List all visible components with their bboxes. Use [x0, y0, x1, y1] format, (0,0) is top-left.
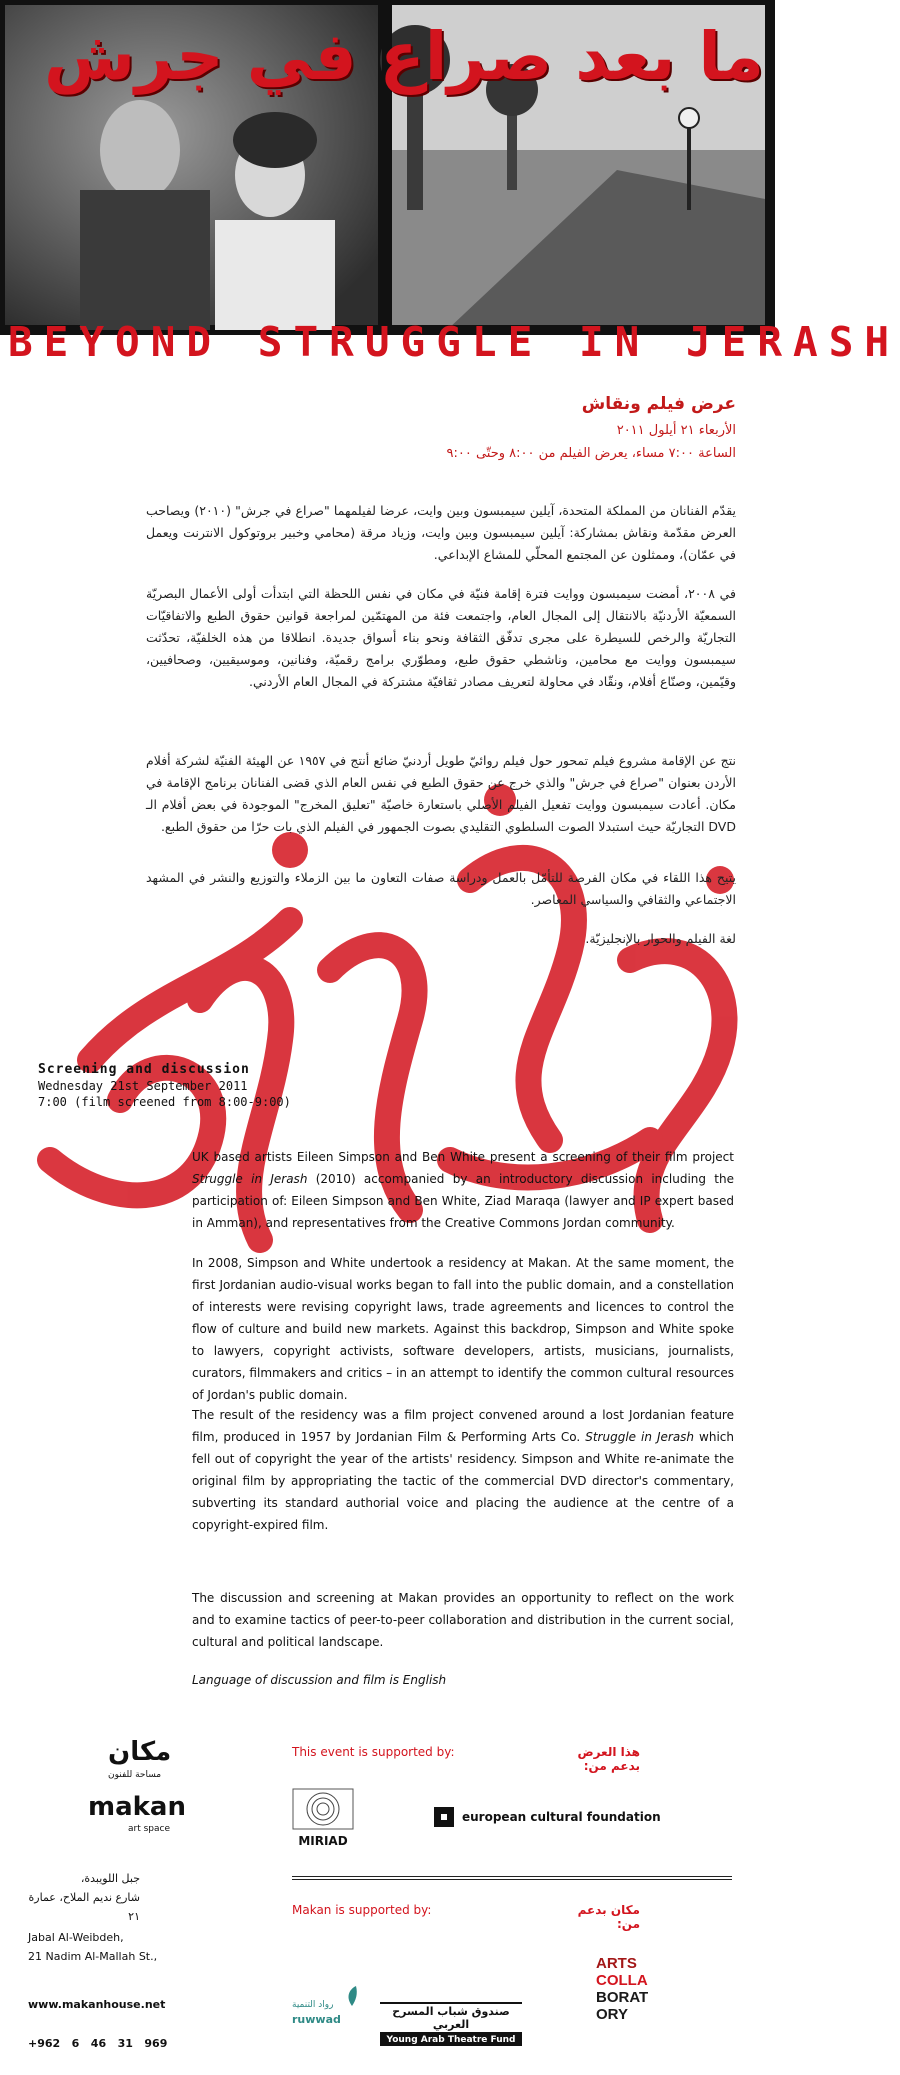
arabic-paragraph-3: نتج عن الإقامة مشروع فيلم تمحور حول فيلم روائيّ طويل أردنيّ ضائع أنتج في ١٩٥٧ عن الهيئة الفنيّة لشركة أفلام الأردن بعنوان "صراع في جرش" والذي خرج عن حقوق الطبع في نفس العام الذي قضى الفنانان برنامج الإقامة في مكان. أعادت سيمبسون ووايت تفعيل الفيلم الأصلي باستعارة خاصيّة "تعليق المخرج" الموجودة في بعض أفلام الـ DVD التجاريّة حيث استبدلا الصوت السلطوي التقليدي بصوت الجمهور في الفيلم الذي بات حرّا من حقوق الطبع.	[146, 753, 736, 834]
arabic-paragraph-2: في ٢٠٠٨، أمضت سيمبسون ووايت فترة إقامة فنيّة في مكان في نفس اللحظة التي ابتدأت أولى الأعمال البصريّة السمعيّة الأردنيّة بالانتقال إلى المجال العام، واجتمعت فئة من المهتمّين لمراجعة قوانين حقوق الطبع والاتفاقيّات التجاريّة والرخص للسيطرة على مجرى تدفّق الثقافة ونحو بناء أسواق جديدة. انطلاقا من هذه الخلفيّة، تحدّثت سيمبسون ووايت مع محامين، وناشطي حقوق طبع، ومطوّري برامج رقميّة، وفنانين، وموسيقيين، وصحافيين، وقيّمين، وصنّاع أفلام، ونقّاد في محاولة لتعريف مصادر ثقافيّة مشتركة في المجال العام الأردني.	[146, 586, 736, 689]
arts-collab-line-4: ORY	[596, 2006, 628, 2023]
arts-collab-line-2: COLLA	[596, 1972, 648, 1989]
ecf-logo	[434, 1807, 661, 1827]
english-paragraph-4: The discussion and screening at Makan provides an opportunity to reflect on the work and to examine tactics of peer-to-peer collaboration and distribution in the current social, cultural and political landscape.	[192, 1591, 734, 1649]
ecf-label: european cultural foundation	[462, 1810, 661, 1824]
makan-logo-english-sub: art space	[128, 1824, 171, 1834]
english-event-title: Screening and discussion	[38, 1062, 250, 1077]
divider-bottom	[292, 1879, 732, 1880]
address-english-line-2: 21 Nadim Al-Mallah St.,	[28, 1950, 158, 1963]
makan-supported-label-en: Makan is supported by:	[292, 1903, 432, 1917]
yatf-label-en: Young Arab Theatre Fund	[380, 2034, 522, 2046]
english-title: BEYOND STRUGGLE IN JERASH	[8, 318, 900, 366]
yatf-logo	[380, 2002, 522, 2046]
makan-phone: +962 6 46 31 969	[28, 2037, 168, 2050]
english-p1-film-title: Struggle in Jerash	[192, 1172, 308, 1186]
english-paragraph-3	[192, 1404, 734, 1536]
address-arabic-line-2: شارع نديم الملاح، عمارة ٢١	[28, 1891, 140, 1923]
english-p1-text-b: (2010) accompanied by an introductory discussion including the participation of: Eileen Simpson and Ben White, Ziad Maraqa (lawyer and IP expert based in Amman), and representatives from the Creative Commons Jordan community.	[192, 1172, 734, 1230]
event-supported-label-en: This event is supported by:	[292, 1745, 455, 1759]
address-arabic	[28, 1869, 140, 1926]
ruwwad-logo	[292, 1986, 364, 2034]
arabic-event-title: عرض فيلم ونقاش	[581, 394, 736, 414]
arabic-event-date: الأربعاء ٢١ أيلول ٢٠١١	[616, 423, 736, 438]
address-english	[28, 1928, 157, 1966]
makan-logo-arabic-sub: مساحة للفنون	[108, 1770, 162, 1780]
arabic-paragraph-4: يتيح هذا اللقاء في مكان الفرصة للتأمّل بالعمل ودراسة صفات التعاون ما بين الزملاء والتوزيع والنشر في المشهد الاجتماعي والثقافي والسياسي المعاصر.	[146, 870, 736, 907]
english-language-note-text: Language of discussion and film is English	[192, 1673, 447, 1687]
address-english-line-1: Jabal Al-Weibdeh,	[28, 1931, 124, 1944]
english-event-heading	[38, 1062, 291, 1110]
english-event-date: Wednesday 21st September 2011	[38, 1079, 248, 1093]
english-paragraph-1	[192, 1146, 734, 1234]
ecf-square-icon	[434, 1807, 454, 1827]
makan-website[interactable]: www.makanhouse.net	[28, 1998, 166, 2011]
address-arabic-line-1: جبل اللويبدة،	[80, 1872, 140, 1885]
english-paragraph-2: In 2008, Simpson and White undertook a residency at Makan. At the same moment, the first Jordanian audio-visual works began to fall into the public domain, and a constellation of interests were revising copyright laws, trade agreements and licences to control the flow of culture and build new markets. Against this backdrop, Simpson and White spoke to lawyers, copyright activists, software developers, artists, musicians, journalists, curators, filmmakers and critics – in an attempt to identify the common cultural resources of Jordan's public domain.	[192, 1256, 734, 1402]
ruwwad-leaf-icon	[342, 1986, 362, 2006]
english-p3-film-title: Struggle in Jerash	[585, 1430, 695, 1444]
english-p3-text-a: The result of the residency was a film project convened around a lost Jordanian feature film, produced in 1957 by Jordanian Film & Performing Arts Co.	[192, 1408, 734, 1444]
event-supported-label-ar: هذا العرض بدعم من:	[577, 1745, 640, 1773]
header-banner	[0, 0, 770, 330]
divider-top	[292, 1876, 732, 1877]
english-event-time: 7:00 (film screened from 8:00-9:00)	[38, 1095, 291, 1109]
arts-collab-line-1: ARTS	[596, 1955, 637, 1972]
arabic-paragraph-5: لغة الفيلم والحوار بالإنجليزيّة.	[585, 931, 736, 946]
arabic-paragraph-1: يقدّم الفنانان من المملكة المتحدة، آيلين سيمبسون وبين وايت، عرضا لفيلمهما "صراع في جرش" (٢٠١٠) ويصاحب العرض مقدّمة ونقاش بمشاركة: آيلين سيمبسون وبين وايت، وزياد مرقة (محامي وخبير بروتوكول الانترنت ويعمل في عمّان)، وممثلون عن المجتمع المحلّي للمشاع الإبداعي.	[146, 503, 737, 562]
arts-collaboratory-logo	[596, 1955, 649, 2023]
yatf-label-ar: صندوق شباب المسرح العربي	[380, 2002, 522, 2034]
makan-logo-english: makan	[88, 1792, 186, 1822]
english-p3-text-b: which fell out of copyright the year of the artists' residency. Simpson and White re-animate the original film by appropriating the tactic of the commercial DVD director's commentary, subverting its standard authorial voice and placing the audience at the centre of a copyright-expired film.	[192, 1430, 734, 1532]
miriad-label: MIRIAD	[298, 1834, 348, 1848]
miriad-emblem-icon	[292, 1788, 354, 1830]
miriad-logo	[292, 1788, 354, 1846]
english-p1-text-a: UK based artists Eileen Simpson and Ben White present a screening of their film project	[192, 1150, 734, 1164]
makan-supported-label-ar: مكان بدعم من:	[577, 1903, 640, 1931]
ruwwad-label-en: ruwwad	[292, 2013, 341, 2026]
arts-collab-line-3: BORAT	[596, 1989, 649, 2006]
makan-logo-arabic: مكان	[108, 1737, 172, 1767]
ruwwad-label-ar: رواد التنمية	[292, 2000, 334, 2010]
arabic-title: ما بعد صراع في جرش	[44, 18, 764, 95]
arabic-event-time: الساعة ٧:٠٠ مساء، يعرض الفيلم من ٨:٠٠ وحتّى ٩:٠٠	[446, 446, 736, 461]
english-language-note	[192, 1669, 734, 1691]
